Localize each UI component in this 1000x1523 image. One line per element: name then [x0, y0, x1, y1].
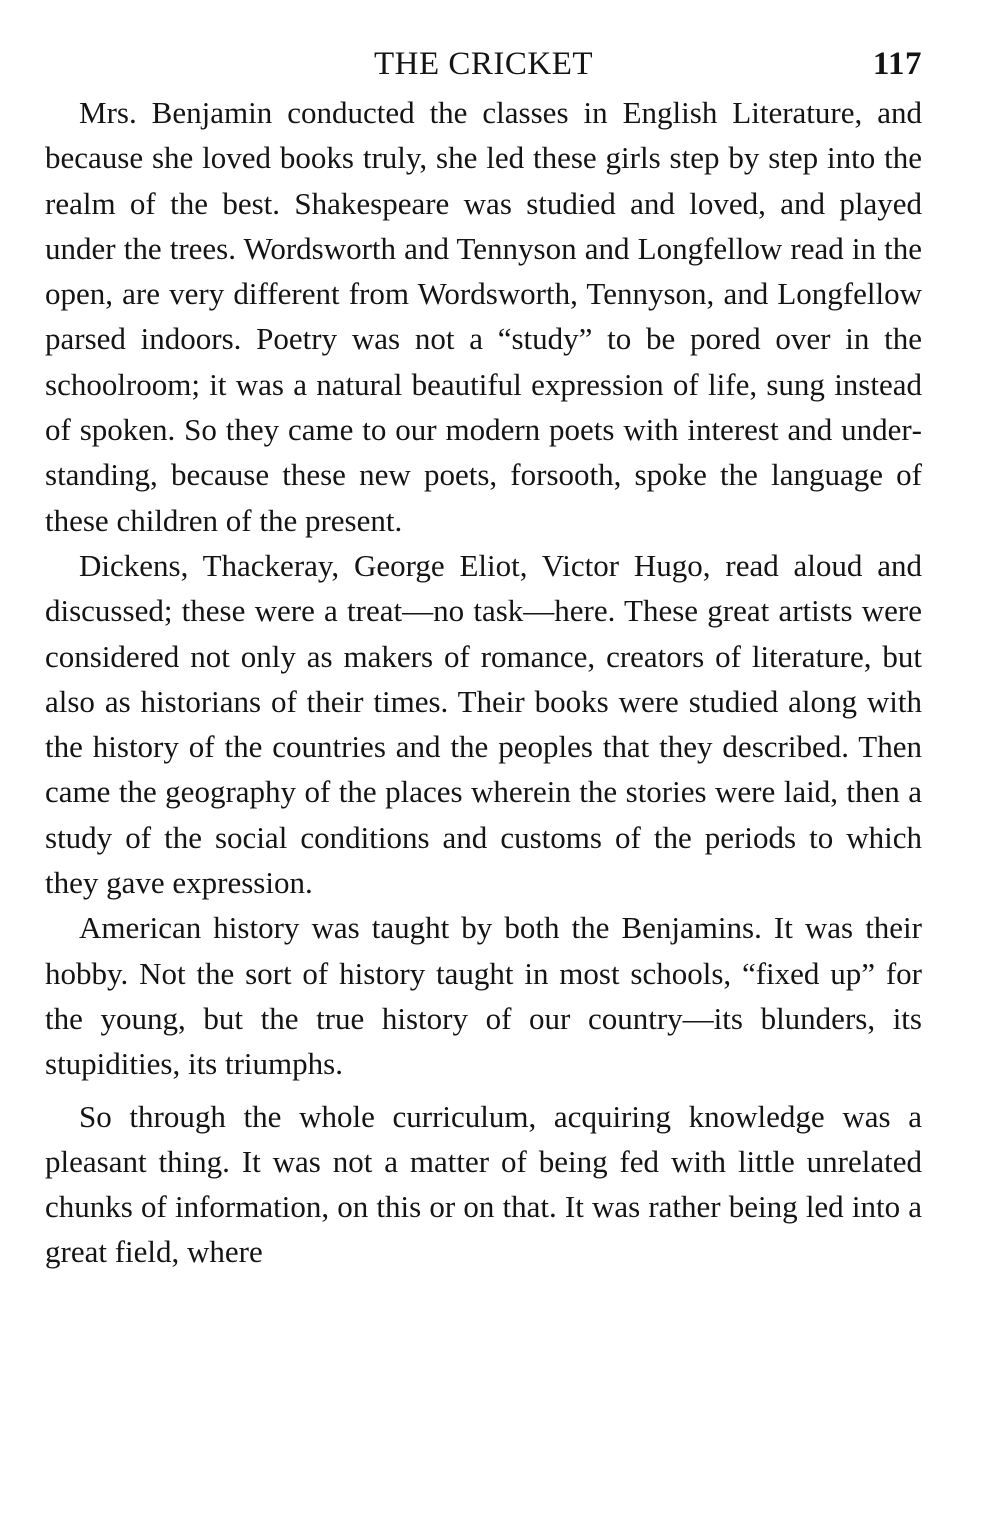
paragraph: Mrs. Benjamin conducted the classes in English Literature, and because she loved books truly, she led these girls step by step into the realm of the best. Shakespeare was studied and loved, and played under the trees. Wordsworth and Tennyson and Longfellow read in the open, are very different from Wordsworth, Tennyson, and Longfellow parsed indoors. Poetry was not a “study” to be pored over in the schoolroom; it was a natural beautiful expression of life, sung instead of spoken. So they came to our modern poets with interest and understanding, because these new poets, forsooth, spoke the language of these children of the present. [45, 95, 922, 538]
paragraph: So through the whole curriculum, acquiring knowledge was a pleasant thing. It was not a matter of being fed with little unrelated chunks of information, on this or on that. It was rather being led into a great field, where [45, 1098, 922, 1270]
paragraph: American history was taught by both the Benjamins. It was their hobby. Not the sort of history taught in most schools, “fixed up” for the young, but the true history of our country—its blunders, its stupidities, its triumphs. [45, 910, 922, 1082]
body-text [45, 90, 922, 1275]
page-header [45, 38, 922, 90]
running-title: THE CRICKET [373, 46, 594, 82]
page-number: 117 [872, 46, 922, 82]
paragraph: Dickens, Thackeray, George Eliot, Victor Hugo, read aloud and discussed; these were a treat—no task—here. These great artists were considered not only as makers of romance, creators of literature, but also as historians of their times. Their books were studied along with the history of the countries and the peoples that they described. Then came the geography of the places wherein the stories were laid, then a study of the social conditions and customs of the periods to which they gave expression. [45, 547, 922, 901]
book-page [45, 38, 922, 1275]
